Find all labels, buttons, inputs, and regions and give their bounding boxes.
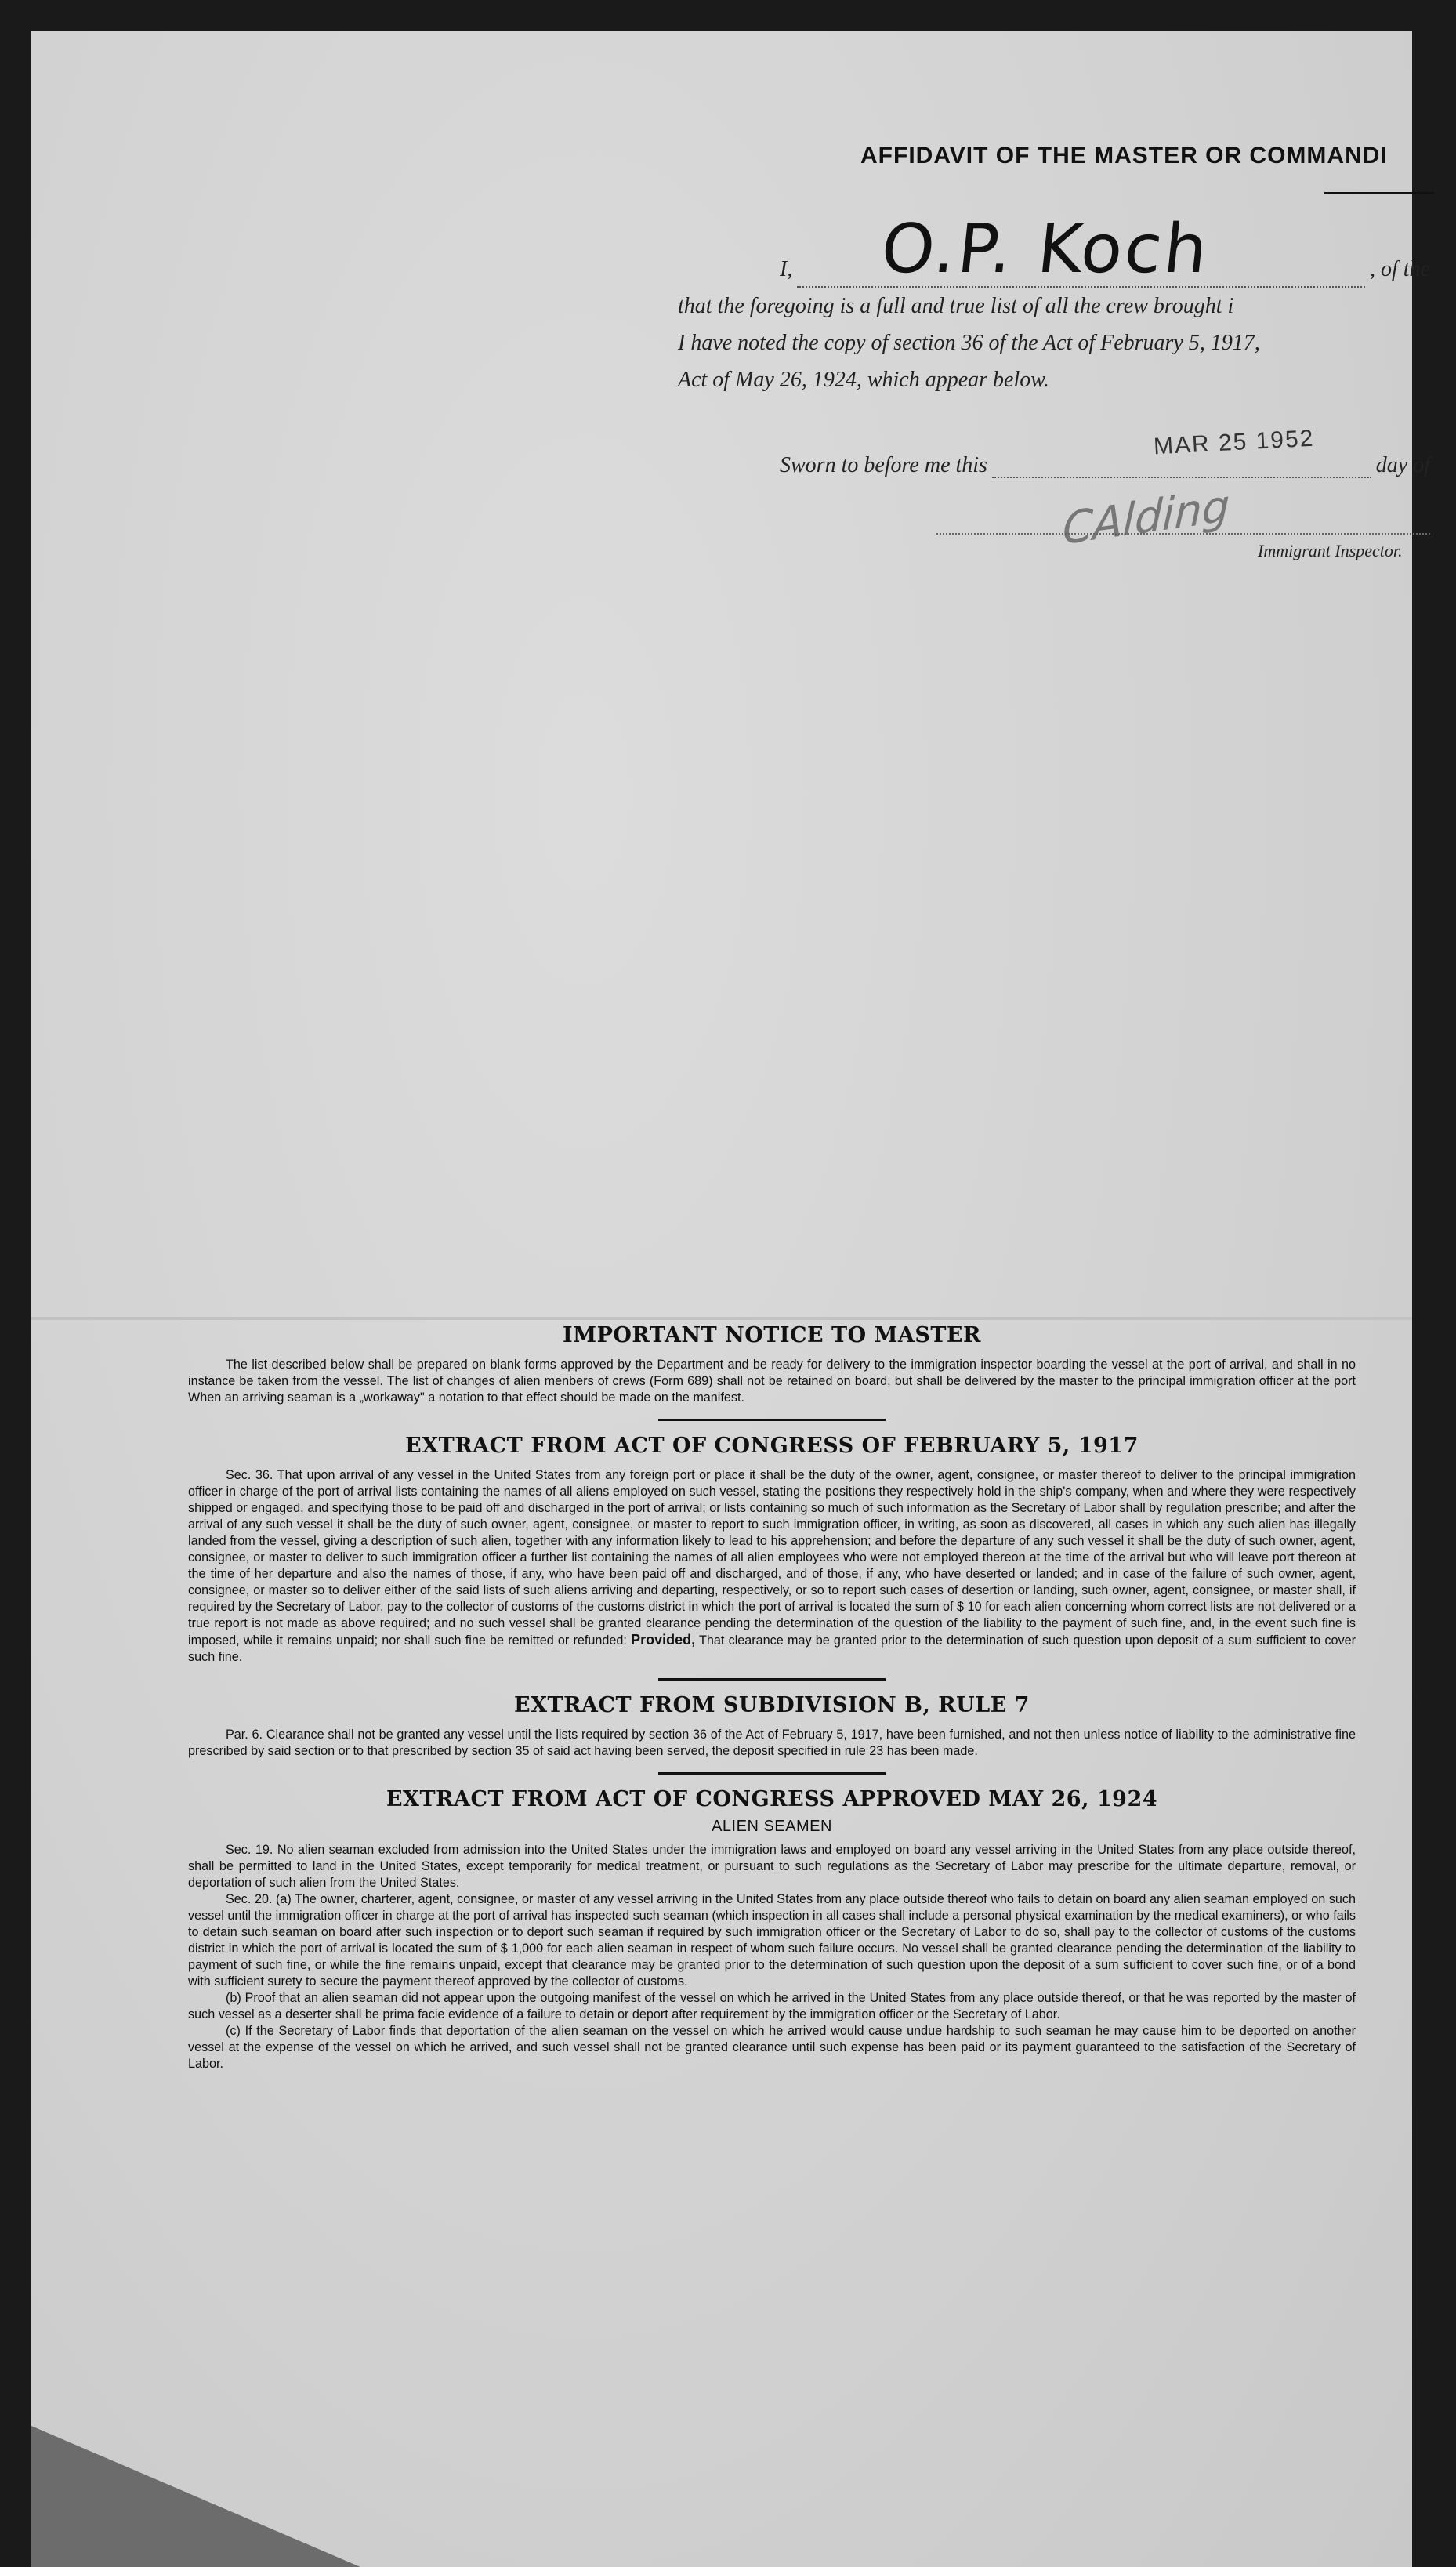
- sworn-line: [780, 453, 1430, 478]
- notice-text: The list described below shall be prepared on blank forms approved by the Department and be ready for delivery to the immigration inspector boarding the vessel at the port of arrival, and shall in no instance be taken from the vessel. The list of changes of alien menbers of crews (Form 689) shall not be retained on board, but shall be delivered by the master to the principal immigration officer at the port When an arriving seaman is a „workaway" a notation to that effect should be made on the manifest.: [188, 1358, 1356, 1405]
- affidavit-title: AFFIDAVIT OF THE MASTER OR COMMANDI: [860, 143, 1388, 169]
- affidavit-line-2: that the foregoing is a full and true list of all the crew brought i: [678, 294, 1234, 318]
- section-rule: [658, 1419, 886, 1421]
- affidavit-line-1: [678, 251, 1430, 288]
- document-page: [31, 31, 1430, 2567]
- name-field-dots: [797, 267, 1365, 288]
- inspector-signature: CAlding: [1061, 480, 1231, 556]
- alien-seamen-subheading: ALIEN SEAMEN: [712, 1818, 832, 1835]
- section-rule: [658, 1678, 886, 1681]
- line1-prefix: I,: [780, 257, 793, 281]
- notice-heading: IMPORTANT NOTICE TO MASTER: [563, 1323, 981, 1347]
- inspector-label: Immigrant Inspector.: [1258, 541, 1403, 560]
- page-fold: [31, 1317, 1412, 1320]
- affidavit-body: [678, 251, 1430, 398]
- title-rule: [1324, 192, 1434, 194]
- affidavit-line-4: Act of May 26, 1924, which appear below.: [678, 368, 1049, 392]
- date-stamp: MAR 25 1952: [1153, 425, 1316, 460]
- notice-section: [188, 1323, 1356, 2072]
- sec19-text: Sec. 19. No alien seaman excluded from admission into the United States under the immigration laws and employed on board any vessel arriving in the United States from any place outside thereof, shall be permitted to land in the United States, except temporarily for medical treatment, or pursuant to such regulations as the Secretary of Labor may prescribe for the ultimate departure, removal, or deportation of such alien from the United States.: [188, 1843, 1356, 1890]
- torn-corner: [31, 2426, 360, 2567]
- sec20c-text: (c) If the Secretary of Labor finds that deportation of the alien seaman on the vessel on which he arrived would cause undue hardship to such seaman he may cause him to be deported on another vessel at the expense of the vessel on which he arrived, and such vessel shall not be granted clearance until such expense has been paid or its payment guaranteed to the satisfaction of the Secretary of Labor.: [188, 2024, 1356, 2071]
- master-signature: O.P. Koch: [877, 210, 1214, 288]
- provided-text: Provided,: [631, 1632, 696, 1648]
- date-field-dots: [992, 458, 1371, 478]
- extract-1924-heading: EXTRACT FROM ACT OF CONGRESS APPROVED MAY 26, 1924: [386, 1787, 1158, 1811]
- sec20a-text: Sec. 20. (a) The owner, charterer, agent, consignee, or master of any vessel arriving in the United States from any place outside thereof who fails to detain on board any alien seaman employed on such vessel until the immigration officer in charge at the port of arrival has inspected such seaman (which inspection in all cases shall include a personal physical examination by the medical examiners), or who fails to detain such seaman on board after such inspection or to deport such seaman if required by such immigration officer or the Secretary of Labor to do so, shall pay to the collector of customs of the customs district in which the port of arrival is located the sum of $ 1,000 for each alien seaman in respect of whom such failure occurs. No vessel shall be granted clearance pending the determination of the liability to payment of such fine, or while the fine remains unpaid, except that clearance may be granted prior to the determination of such question upon the deposit of a sum sufficient to cover such fine, or of a bond with sufficient surety to secure the payment thereof approved by the collector of customs.: [188, 1892, 1356, 1989]
- day-of-text: day of: [1375, 453, 1430, 477]
- sec36-text-after: That clearance may be granted prior to the determination of such question upon deposit of a sum sufficient to cover such fine.: [188, 1633, 1356, 1664]
- rule7-text: Par. 6. Clearance shall not be granted any vessel until the lists required by section 36 of the Act of February 5, 1917, have been furnished, and not then unless notice of liability to the administrative fine prescribed by said section or to that prescribed by section 35 of said act having been served, the deposit specified in rule 23 has been made.: [188, 1728, 1356, 1758]
- section-rule: [658, 1772, 886, 1775]
- inspector-signature-line: [936, 533, 1430, 535]
- affidavit-line-3: I have noted the copy of section 36 of the Act of February 5, 1917,: [678, 331, 1260, 355]
- line1-suffix: , of the: [1370, 257, 1430, 281]
- sec20b-text: (b) Proof that an alien seaman did not appear upon the outgoing manifest of the vessel on which he arrived in the United States from any place outside thereof, or that he was reported by the master of such vessel as a deserter shall be prima facie evidence of a failure to detain or deport after requirement by the immigration officer or the Secretary of Labor.: [188, 1991, 1356, 2021]
- extract-1917-heading: EXTRACT FROM ACT OF CONGRESS OF FEBRUARY 5, 1917: [405, 1434, 1139, 1458]
- extract-1917-text: [188, 1467, 1356, 1666]
- sec36-text: Sec. 36. That upon arrival of any vessel in the United States from any foreign port or place it shall be the duty of the owner, agent, consignee, or master thereof to deliver to the principal immigration officer in charge of the port of arrival lists containing the names of all aliens employed on such vessel, stating the positions they respectively hold in the ship's company, when and where they were respectively shipped or engaged, and specifying those to be paid off and discharged in the port of arrival; or lists containing so much of such information as the Secretary of Labor shall by regulation prescribe; and after the arrival of any such vessel it shall be the duty of such owner, agent, consignee, or master to report to such immigration officer, in writing, as soon as discovered, all cases in which any such alien has illegally landed from the vessel, giving a description of such alien, together with any information likely to lead to his apprehension; and before the departure of any such vessel it shall be the duty of such owner, agent, consignee, or master to deliver to such immigration officer a further list containing the names of all alien employees who were not employed thereon at the time of the arrival but who will leave port thereon at the time of her departure and also the names of those, if any, who have been paid off and discharged, and of those, if any, who have deserted or landed; and in case of the failure of such owner, agent, consignee, or master so to deliver either of the said lists of such aliens arriving and departing, respectively, or so to report such cases of desertion or landing, such owner, agent, consignee, or master shall, if required by the Secretary of Labor, pay to the collector of customs of the customs district in which the port of arrival is located the sum of $ 10 for each alien concerning whom correct lists are not delivered or a true report is not made as above required; and no such vessel shall be granted clearance pending the determination of the question of the liability to the payment of such fine, and, in the event such fine is imposed, while it remains unpaid; nor shall such fine be remitted or refunded:: [188, 1468, 1356, 1648]
- rule7-heading: EXTRACT FROM SUBDIVISION B, RULE 7: [514, 1693, 1030, 1717]
- sworn-text: Sworn to before me this: [780, 453, 987, 477]
